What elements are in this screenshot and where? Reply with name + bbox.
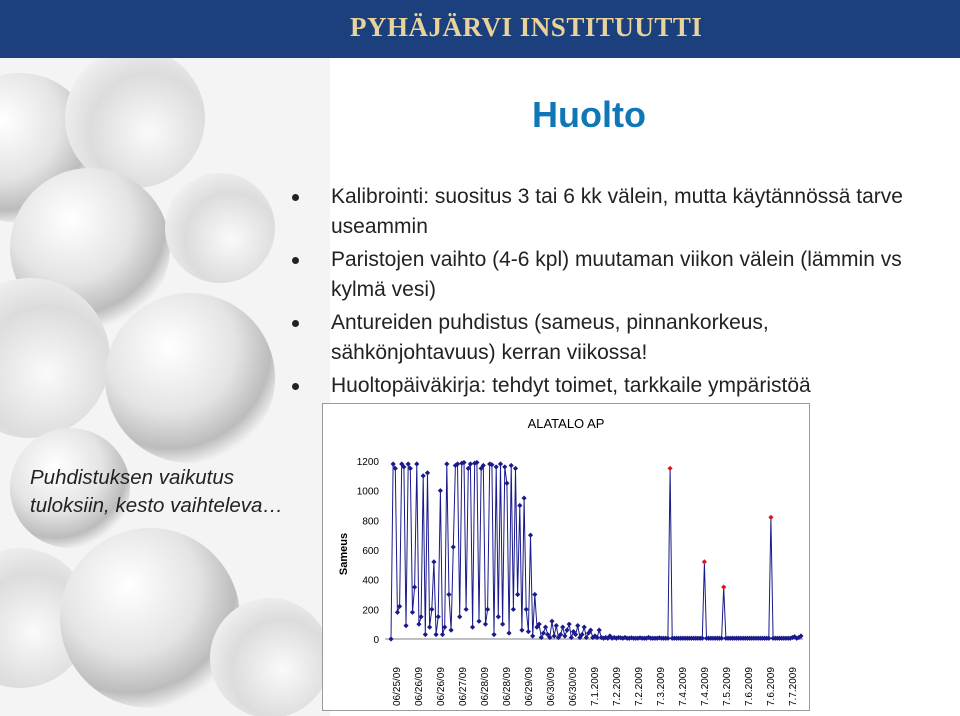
outlier-point [667,466,672,471]
bullet-text: Huoltopäiväkirja: tehdyt toimet, tarkkaile ympäristöä [331,374,811,397]
bullet-item [292,245,932,304]
x-tick-label: 7.2.2009 [612,667,623,706]
data-point [506,630,511,635]
data-point [416,622,421,627]
data-point [554,623,559,628]
data-point [412,584,417,589]
bullet-dot-icon [292,194,299,201]
outlier-point [768,515,773,520]
data-point [509,463,514,468]
data-point [438,488,443,493]
slide-title: Huolto [532,94,646,135]
x-tick-label: 7.5.2009 [722,667,733,706]
x-tick-label: 06/27/09 [458,667,469,706]
data-point [388,636,393,641]
data-point [449,628,454,633]
data-point [391,461,396,466]
data-point [532,592,537,597]
y-axis-label: Sameus [338,532,350,576]
data-point [567,622,572,627]
data-point [502,464,507,469]
chart-panel [322,403,810,711]
data-point [513,466,518,471]
data-point [528,533,533,538]
data-point [446,592,451,597]
data-point [423,632,428,637]
data-point [395,610,400,615]
x-tick-label: 06/28/09 [480,667,491,706]
data-point [597,628,602,633]
x-tick-label: 06/26/09 [436,667,447,706]
data-point [515,592,520,597]
y-tick-label: 800 [362,516,379,528]
data-point [451,544,456,549]
bullet-item [292,371,932,401]
data-point [530,633,535,638]
data-point [541,630,546,635]
institute-logo: PYHÄJÄRVI INSTITUUTTI [350,12,703,42]
data-point [526,629,531,634]
x-tick-label: 7.4.2009 [700,667,711,706]
x-tick-label: 06/28/09 [502,667,513,706]
data-point [457,614,462,619]
y-tick-label: 0 [373,635,379,646]
x-tick-label: 06/26/09 [414,667,425,706]
plot-area [357,457,804,706]
x-tick-label: 7.2.2009 [634,667,645,706]
bullet-dot-icon [292,257,299,264]
y-tick-label: 1200 [356,457,379,468]
x-tick-label: 7.3.2009 [656,667,667,706]
y-tick-label: 1000 [356,486,379,498]
x-tick-label: 7.6.2009 [744,667,755,706]
bullet-text: Paristojen vaihto (4-6 kpl) muutaman viikon välein (lämmin vs kylmä vesi) [331,248,902,301]
data-point [560,625,565,630]
data-point [431,559,436,564]
data-point [476,619,481,624]
data-point [552,633,557,638]
data-point [427,625,432,630]
data-point [549,619,554,624]
bullet-list [292,182,932,405]
series-line [391,463,801,640]
y-tick-label: 400 [362,575,379,587]
x-tick-label: 7.1.2009 [590,667,601,706]
y-tick-label: 600 [362,546,379,557]
data-point [468,461,473,466]
data-point [562,633,567,638]
turbidity-chart [323,404,809,710]
bullet-dot-icon [292,320,299,327]
side-note-line: tuloksiin, kesto vaihteleva… [30,494,283,517]
data-point [464,607,469,612]
x-tick-label: 06/30/09 [546,667,557,706]
data-point [564,628,569,633]
bullet-item [292,308,932,367]
chart-title: ALATALO AP [527,416,605,431]
header-banner [0,0,960,58]
data-point [521,495,526,500]
x-tick-label: 06/29/09 [524,667,535,706]
data-point [470,625,475,630]
data-point [425,470,430,475]
bullet-text: Antureiden puhdistus (sameus, pinnankorkeus, sähkönjohtavuus) kerran viikossa! [331,311,769,364]
data-point [429,607,434,612]
outlier-point [721,584,726,589]
data-point [500,622,505,627]
data-point [496,614,501,619]
bullet-item [292,182,932,241]
side-note-line: Puhdistuksen vaikutus [30,466,234,489]
data-point [436,614,441,619]
data-point [517,503,522,508]
bullet-text: Kalibrointi: suositus 3 tai 6 kk välein, mutta käytännössä tarve useammin [331,185,903,238]
outlier-point [702,559,707,564]
x-tick-label: 7.7.2009 [788,667,799,706]
x-tick-label: 06/25/09 [392,667,403,706]
x-tick-label: 06/30/09 [568,667,579,706]
data-point [494,464,499,469]
data-point [433,632,438,637]
data-point [406,461,411,466]
y-tick-label: 200 [362,605,379,617]
data-point [444,461,449,466]
data-point [575,623,580,628]
data-point [421,473,426,478]
data-point [403,623,408,628]
data-point [511,607,516,612]
data-point [410,610,415,615]
data-point [440,632,445,637]
data-point [498,461,503,466]
side-note [30,464,283,520]
crystal-spheres-background [0,58,330,716]
data-point [543,625,548,630]
data-point [491,632,496,637]
bullet-dot-icon [292,383,299,390]
data-point [519,628,524,633]
data-point [414,461,419,466]
data-point [483,622,488,627]
x-tick-label: 7.6.2009 [766,667,777,706]
data-point [582,625,587,630]
x-tick-label: 7.4.2009 [678,667,689,706]
data-point [524,607,529,612]
